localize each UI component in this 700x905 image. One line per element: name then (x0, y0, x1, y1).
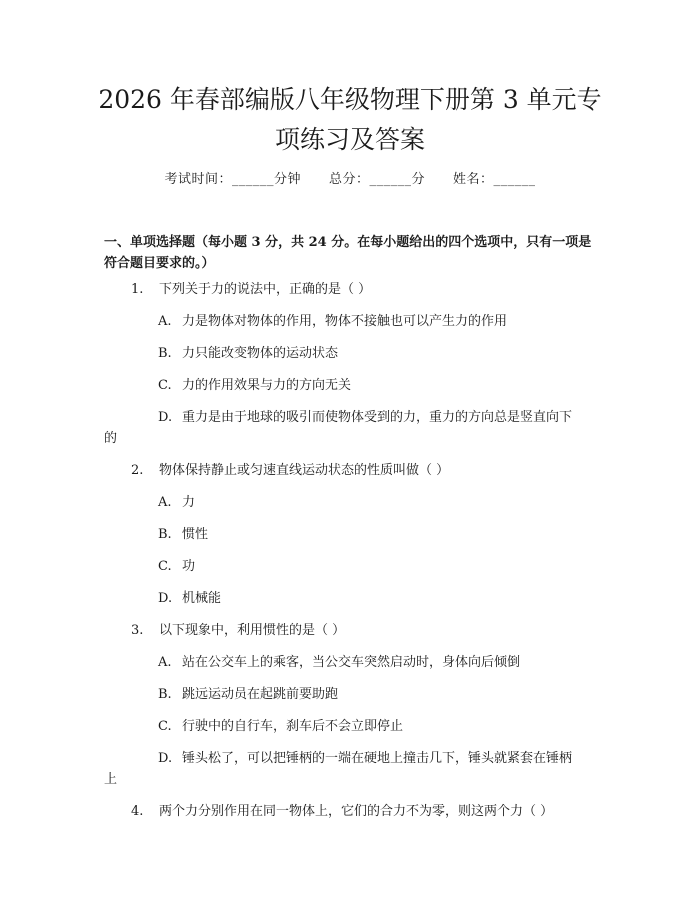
option-1d-wrap: 的 (104, 431, 118, 446)
student-name-field: 姓名：______ (453, 172, 536, 187)
option-2a: A. 力 (158, 495, 196, 510)
exam-time-field: 考试时间：______分钟 (164, 172, 301, 187)
title-line-2: 项练习及答案 (274, 125, 425, 154)
option-1a: A. 力是物体对物体的作用，物体不接触也可以产生力的作用 (158, 314, 508, 329)
total-score-field: 总分：______分 (328, 172, 425, 187)
option-1d: D. 重力是由于地球的吸引而使物体受到的力，重力的方向总是竖直向下 (158, 410, 573, 425)
option-3d-wrap: 上 (104, 772, 118, 787)
question-text: 物体保持静止或匀速直线运动状态的性质叫做（ ） (159, 463, 450, 478)
option-2b: B. 惯性 (158, 527, 209, 542)
option-3d: D. 锤头松了，可以把锤柄的一端在硬地上撞击几下，锤头就紧套在锤柄 (158, 751, 573, 766)
option-2c: C. 功 (158, 559, 196, 574)
question-2 (131, 462, 449, 480)
question-text: 以下现象中，利用惯性的是（ ） (159, 623, 346, 638)
option-3a: A. 站在公交车上的乘客，当公交车突然启动时，身体向后倾倒 (158, 655, 521, 670)
question-3 (131, 622, 345, 640)
question-number: 2. (131, 463, 144, 478)
question-text: 下列关于力的说法中，正确的是（ ） (159, 282, 372, 297)
section-header: 一、单项选择题（每小题 3 分，共 24 分。在每小题给出的四个选项中，只有一项是符合题目要求的。） (104, 235, 592, 271)
question-number: 4. (131, 804, 144, 819)
document-title (60, 80, 640, 160)
question-text: 两个力分别作用在同一物体上，它们的合力不为零，则这两个力（ ） (159, 804, 554, 819)
exam-info (0, 168, 700, 187)
question-1 (131, 281, 371, 299)
option-2d: D. 机械能 (158, 591, 222, 606)
option-1b: B. 力只能改变物体的运动状态 (158, 346, 339, 361)
option-3b: B. 跳远运动员在起跳前要助跑 (158, 687, 339, 702)
option-1c: C. 力的作用效果与力的方向无关 (158, 378, 352, 393)
option-3c: C. 行驶中的自行车，刹车后不会立即停止 (158, 719, 404, 734)
question-4 (131, 803, 553, 821)
title-line-1: 2026 年春部编版八年级物理下册第 3 单元专 (98, 85, 602, 114)
question-number: 1. (131, 282, 144, 297)
question-number: 3. (131, 623, 144, 638)
